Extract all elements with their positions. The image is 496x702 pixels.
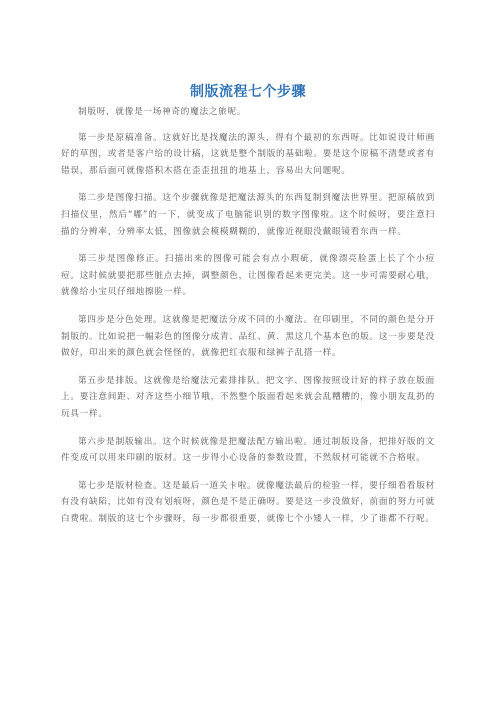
paragraph-intro: 制版呀，就像是一场神奇的魔法之旅呢。: [78, 107, 247, 117]
paragraph-step-7: 第七步是版材检查。这是最后一道关卡啦。就像魔法最后的检验一样，要仔细看看版材有没有缺陷，比如有没有划痕呀，颜色是不是正确呀。要是这一步没做好，前面的努力可就白费啦。制版的这七个步骤呀，每一步都很重要，就像七个小矮人一样，少了谁都不行呢。: [61, 480, 435, 524]
paragraph-step-4: 第四步是分色处理。这就像是把魔法分成不同的小魔法。在印刷里，不同的颜色是分开制版的。比如说把一幅彩色的图像分成青、品红、黄、黑这几个基本色的版。这一步要是没做好，印出来的颜色就会怪怪的，就像把红衣服和绿裤子乱搭一样。: [61, 314, 435, 359]
paragraph-step-6: 第六步是制版输出。这个时候就像是把魔法配方输出啦。通过制版设备，把排好版的文件变成可以用来印刷的版材。这一步得小心设备的参数设置，不然版材可能就不合格啦。: [61, 436, 435, 464]
paragraph-step-1: 第一步是原稿准备。这就好比是找魔法的源头，得有个最初的东西呀。比如说设计师画好的草图，或者是客户给的设计稿，这就是整个制版的基础啦。要是这个原稿不清楚或者有错误，那后面可就像搭积木搭在歪歪扭扭的地基上，容易出大问题呢。: [61, 132, 435, 176]
document-title: 制版流程七个步骤: [190, 84, 306, 100]
paragraph-step-5: 第五步是排版。这就像是给魔法元素排排队。把文字、图像按照设计好的样子放在版面上。要注意间距、对齐这些小细节哦，不然整个版面看起来就会乱糟糟的，像小朋友乱扔的玩具一样。: [61, 375, 435, 419]
paragraph-step-2: 第二步是图像扫描。这个步骤就像是把魔法源头的东西复制到魔法世界里。把原稿放到扫描仪里，然后“嘟”的一下，就变成了电脑能识别的数字图像啦。这个时候呀，要注意扫描的分辨率，分辨率太低，图像就会模模糊糊的，就像近视眼没戴眼镜看东西一样。: [61, 193, 435, 237]
document-body: [61, 104, 435, 538]
paragraph-step-3: 第三步是图像修正。扫描出来的图像可能会有点小瑕疵，就像漂亮脸蛋上长了个小痘痘。这时候就要把那些脏点去掉，调整颜色，让图像看起来更完美。这一步可需要耐心哦，就像给小宝贝仔细地擦脸一样。: [61, 254, 435, 298]
